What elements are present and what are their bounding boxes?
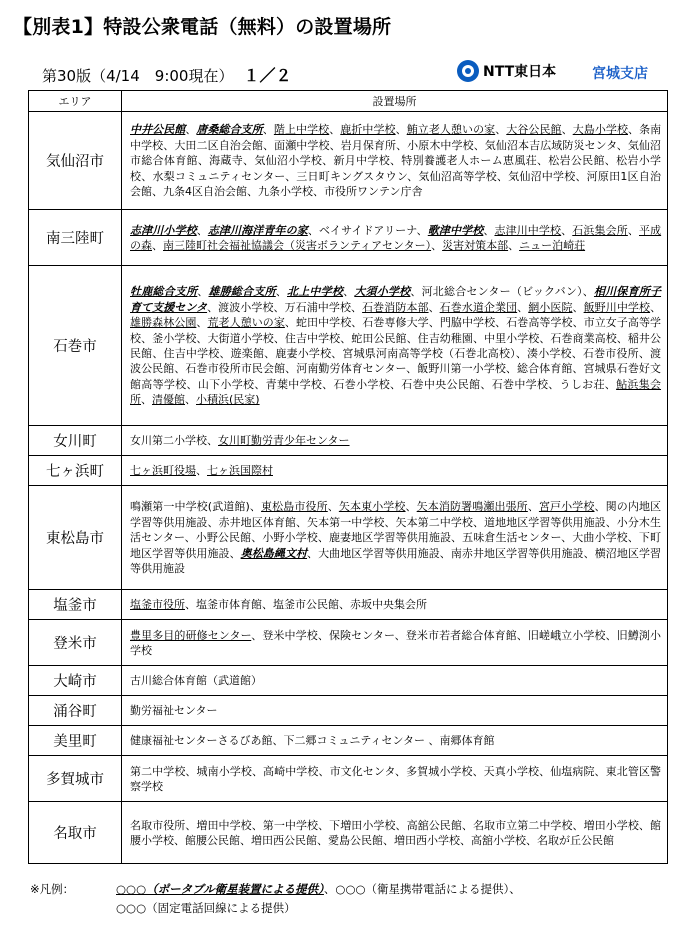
locations-cell xyxy=(122,756,668,802)
location-text: 、 xyxy=(572,300,584,314)
location-name: 小積浜(民家) xyxy=(196,393,260,407)
table-row xyxy=(29,486,668,590)
location-text: 、 xyxy=(527,500,539,514)
location-text: 、 xyxy=(508,239,520,252)
area-cell: 大崎市 xyxy=(29,666,122,696)
location-name: 清優館 xyxy=(152,393,185,407)
location-name: 荒老人憩いの家 xyxy=(207,316,285,330)
location-name: 大谷公民館 xyxy=(506,123,562,137)
table-row xyxy=(29,590,668,620)
location-text: 、ベイサイドアリーナ、 xyxy=(307,223,428,237)
location-name: 石巻水道企業団 xyxy=(439,300,518,314)
area-cell: 涌谷町 xyxy=(29,696,122,726)
location-text: 第二中学校、城南小学校、高崎中学校、市文化センタ、多賀城小学校、天真小学校、仙塩病院、東北管区警察学校 xyxy=(130,764,661,793)
location-text: 、塩釜市体育館、塩釜市公民館、赤坂中央集会所 xyxy=(185,598,427,612)
location-name: 矢本消防署鳴瀬出張所 xyxy=(416,500,528,514)
page-number: １／２ xyxy=(243,66,292,85)
location-text: 女川第二小学校、 xyxy=(130,434,218,448)
locations-cell xyxy=(122,666,668,696)
table-row xyxy=(29,112,668,210)
locations-cell xyxy=(122,726,668,756)
location-name: 平成の森 xyxy=(130,223,662,252)
location-text: 、 xyxy=(431,239,443,252)
area-cell: 気仙沼市 xyxy=(29,112,122,210)
ntt-logo-icon xyxy=(457,60,479,82)
locations-cell xyxy=(122,620,668,666)
document-title: 【別表1】特設公衆電話（無料）の設置場所 xyxy=(13,16,392,38)
locations-cell xyxy=(122,210,668,266)
location-text: 、 xyxy=(627,223,639,237)
location-text: 、 xyxy=(483,223,495,237)
location-text: 、 xyxy=(196,464,207,478)
location-text: 、登米中学校、保険センター、登米市若者総合体育館、旧嵯峨立小学校、旧鱒渕小学校 xyxy=(130,628,661,657)
location-name: 北上中学校 xyxy=(287,285,344,299)
area-cell: 塩釜市 xyxy=(29,590,122,620)
location-name: 牡鹿総合支所 xyxy=(130,285,198,299)
logo-text: NTT東日本 xyxy=(483,64,557,80)
location-name: 大須小学校 xyxy=(354,285,411,299)
legend-label: ※凡例： xyxy=(30,882,75,896)
location-name: 志津川中学校 xyxy=(494,223,562,237)
area-cell: 名取市 xyxy=(29,802,122,864)
table-row xyxy=(29,426,668,456)
table-row xyxy=(29,726,668,756)
location-text: 、 xyxy=(141,393,152,407)
table-row xyxy=(29,696,668,726)
location-name: 鮪立老人憩いの家 xyxy=(406,123,496,137)
location-text: 名取市役所、増田中学校、第一中学校、下増田小学校、高舘公民館、名取市立第二中学校、増田小学校、館腰小学校、館腰公民館、増田西公民館、愛島公民館、増田西小学校、高舘小学校、名取が丘公民館 xyxy=(130,818,661,847)
branch-name: 宮城支店 xyxy=(592,66,648,82)
location-name: 歌津中学校 xyxy=(427,223,484,237)
area-cell: 七ヶ浜町 xyxy=(29,456,122,486)
location-name: 網小医院 xyxy=(528,300,573,314)
location-name: ニュー泊崎荘 xyxy=(519,239,586,252)
legend xyxy=(30,880,521,918)
table-row xyxy=(29,802,668,864)
location-name: 大島小学校 xyxy=(572,123,629,137)
location-text: 健康福祉センターさるびあ館、下二郷コミュニティセンター 、南郷体育館 xyxy=(130,734,495,748)
ntt-logo xyxy=(457,58,556,84)
location-text: 、条南中学校、大田二区自治会館、面瀬中学校、岩月保育所、小原木中学校、気仙沼本吉広域防災センタ、気仙沼市総合体育館、海蔵寺、気仙沼小学校、新月中学校、特別養護老人ホーム恵風荘、松岩公民館、松岩小学校、水梨コミュニティセンター、三日町キングスタウン、気仙沼高等学校、気仙沼中学校、河原田1区自治会館、九条4区自治会館、九条小学校、市役所ワンテン庁舎 xyxy=(130,123,662,199)
location-text: 、 xyxy=(428,300,440,314)
locations-cell xyxy=(122,456,668,486)
location-text: 、 xyxy=(495,123,507,137)
location-name: 相川保育所子育て支援センタ xyxy=(130,285,662,314)
table-row xyxy=(29,756,668,802)
location-name: 矢本東小学校 xyxy=(338,500,406,514)
legend-portable-satellite: ○○○（ポータブル衛星装置による提供） xyxy=(116,882,324,896)
location-text: 、蛇田中学校、石巻専修大学、門脇中学校、石巻高等学校、市立女子高等学校、釜小学校、大街道小学校、住吉中学校、蛇田公民館、住吉幼稚園、中里小学校、石巻商業高校、稲井公民館、住吉中学校、遊楽館、鹿妻小学校、宮城県河南高等学校（石巻北高校）、湊小学校、石巻市役所、渡波公民館、石巻市役所市民会館、河南勤労体育センター、飯野川第一小学校、総合体育館、宮城県石巻好文館高等学校、山下小学校、青葉中学校、石巻小学校、石巻中央公民館、石巻中学校、うしお荘、 xyxy=(130,316,662,391)
table-header-row xyxy=(29,91,668,112)
location-name: 雄勝森林公園 xyxy=(130,316,197,330)
area-cell: 登米市 xyxy=(29,620,122,666)
location-text: 、渡波小学校、万石浦中学校、 xyxy=(207,300,363,314)
location-text: 、大曲地区学習等供用施設、南赤井地区学習等供用施設、横沼地区学習等供用施設 xyxy=(130,546,662,576)
location-name: 階上中学校 xyxy=(273,123,330,137)
area-cell: 多賀城市 xyxy=(29,756,122,802)
location-text: 、 xyxy=(185,123,197,137)
locations-table xyxy=(28,90,668,864)
location-text: 鳴瀬第一中学校(武道館)、 xyxy=(130,500,262,514)
location-text: 、 xyxy=(275,285,287,299)
location-name: 東松島市役所 xyxy=(261,500,328,514)
table-row xyxy=(29,666,668,696)
location-text: 、 xyxy=(262,123,274,137)
version-text: 第30版（4/14 9:00現在） xyxy=(42,67,234,85)
locations-cell xyxy=(122,266,668,426)
area-cell: 南三陸町 xyxy=(29,210,122,266)
location-text: 、 xyxy=(196,316,208,330)
locations-cell xyxy=(122,426,668,456)
location-text: 、 xyxy=(327,500,339,514)
locations-cell xyxy=(122,802,668,864)
header-area: エリア xyxy=(29,91,122,112)
location-name: 鮎浜集会所 xyxy=(130,377,662,407)
location-text: 、 xyxy=(185,393,196,407)
locations-cell xyxy=(122,590,668,620)
location-text: 、河北総合センター（ビックバン）、 xyxy=(410,285,594,299)
location-text: 古川総合体育館（武道館） xyxy=(130,674,262,688)
location-text: 、 xyxy=(517,300,529,314)
table-row xyxy=(29,620,668,666)
location-name: 南三陸町社会福祉協議会（災害ボランティアセンター） xyxy=(163,239,432,252)
location-text: 、 xyxy=(196,223,208,237)
table-row xyxy=(29,456,668,486)
location-name: 女川町勤労青少年センター xyxy=(218,434,350,448)
table-row xyxy=(29,210,668,266)
location-text: 、関の内地区学習等供用施設、赤井地区体育館、矢本第一中学校、矢本第二中学校、道地地区学習等供用施設、小分木生活センター、小野公民館、小野小学校、鹿妻地区学習等供用施設、五味倉生活センター、大曲小学校、下町地区学習等供用施設、 xyxy=(130,500,662,560)
location-name: 志津川小学校 xyxy=(130,223,197,237)
location-name: 飯野川中学校 xyxy=(583,300,651,314)
location-name: 唐桑総合支所 xyxy=(196,123,263,137)
location-name: 中井公民館 xyxy=(130,123,186,137)
location-name: 七ヶ浜町役場 xyxy=(130,464,196,478)
location-text: 、 xyxy=(329,123,341,137)
location-name: 石巻消防本部 xyxy=(362,300,429,314)
locations-cell xyxy=(122,486,668,590)
location-name: 石浜集会所 xyxy=(572,223,628,237)
location-text: 、 xyxy=(343,285,355,299)
location-name: 志津川海洋青年の家 xyxy=(207,223,308,237)
location-text: 、 xyxy=(561,123,573,137)
table-row xyxy=(29,266,668,426)
location-text: 勤労福祉センター xyxy=(130,704,218,718)
location-text: 、 xyxy=(395,123,407,137)
location-text: 、 xyxy=(561,223,573,237)
legend-satellite-phone: 、○○○（衛星携帯電話による提供）、 xyxy=(323,882,521,896)
locations-cell xyxy=(122,696,668,726)
locations-cell xyxy=(122,112,668,210)
legend-fixed-line: ○○○（固定電話回線による提供） xyxy=(116,901,296,915)
location-name: 宮戸小学校 xyxy=(538,500,595,514)
location-text: 、 xyxy=(650,300,662,314)
location-name: 災害対策本部 xyxy=(442,239,509,252)
header-locations: 設置場所 xyxy=(122,91,668,112)
location-name: 塩釜市役所 xyxy=(130,598,185,612)
area-cell: 女川町 xyxy=(29,426,122,456)
location-text: 、 xyxy=(197,285,209,299)
location-text: 、 xyxy=(152,239,163,252)
location-name: 豊里多目的研修センター xyxy=(130,628,252,642)
location-name: 雄勝総合支所 xyxy=(208,285,276,299)
area-cell: 石巻市 xyxy=(29,266,122,426)
location-text: 、 xyxy=(405,500,417,514)
location-name: 七ヶ浜国際村 xyxy=(207,464,273,478)
area-cell: 東松島市 xyxy=(29,486,122,590)
location-name: 鹿折中学校 xyxy=(340,123,396,137)
location-name: 奥松島縄文村 xyxy=(240,546,308,560)
area-cell: 美里町 xyxy=(29,726,122,756)
version-line xyxy=(42,63,291,86)
